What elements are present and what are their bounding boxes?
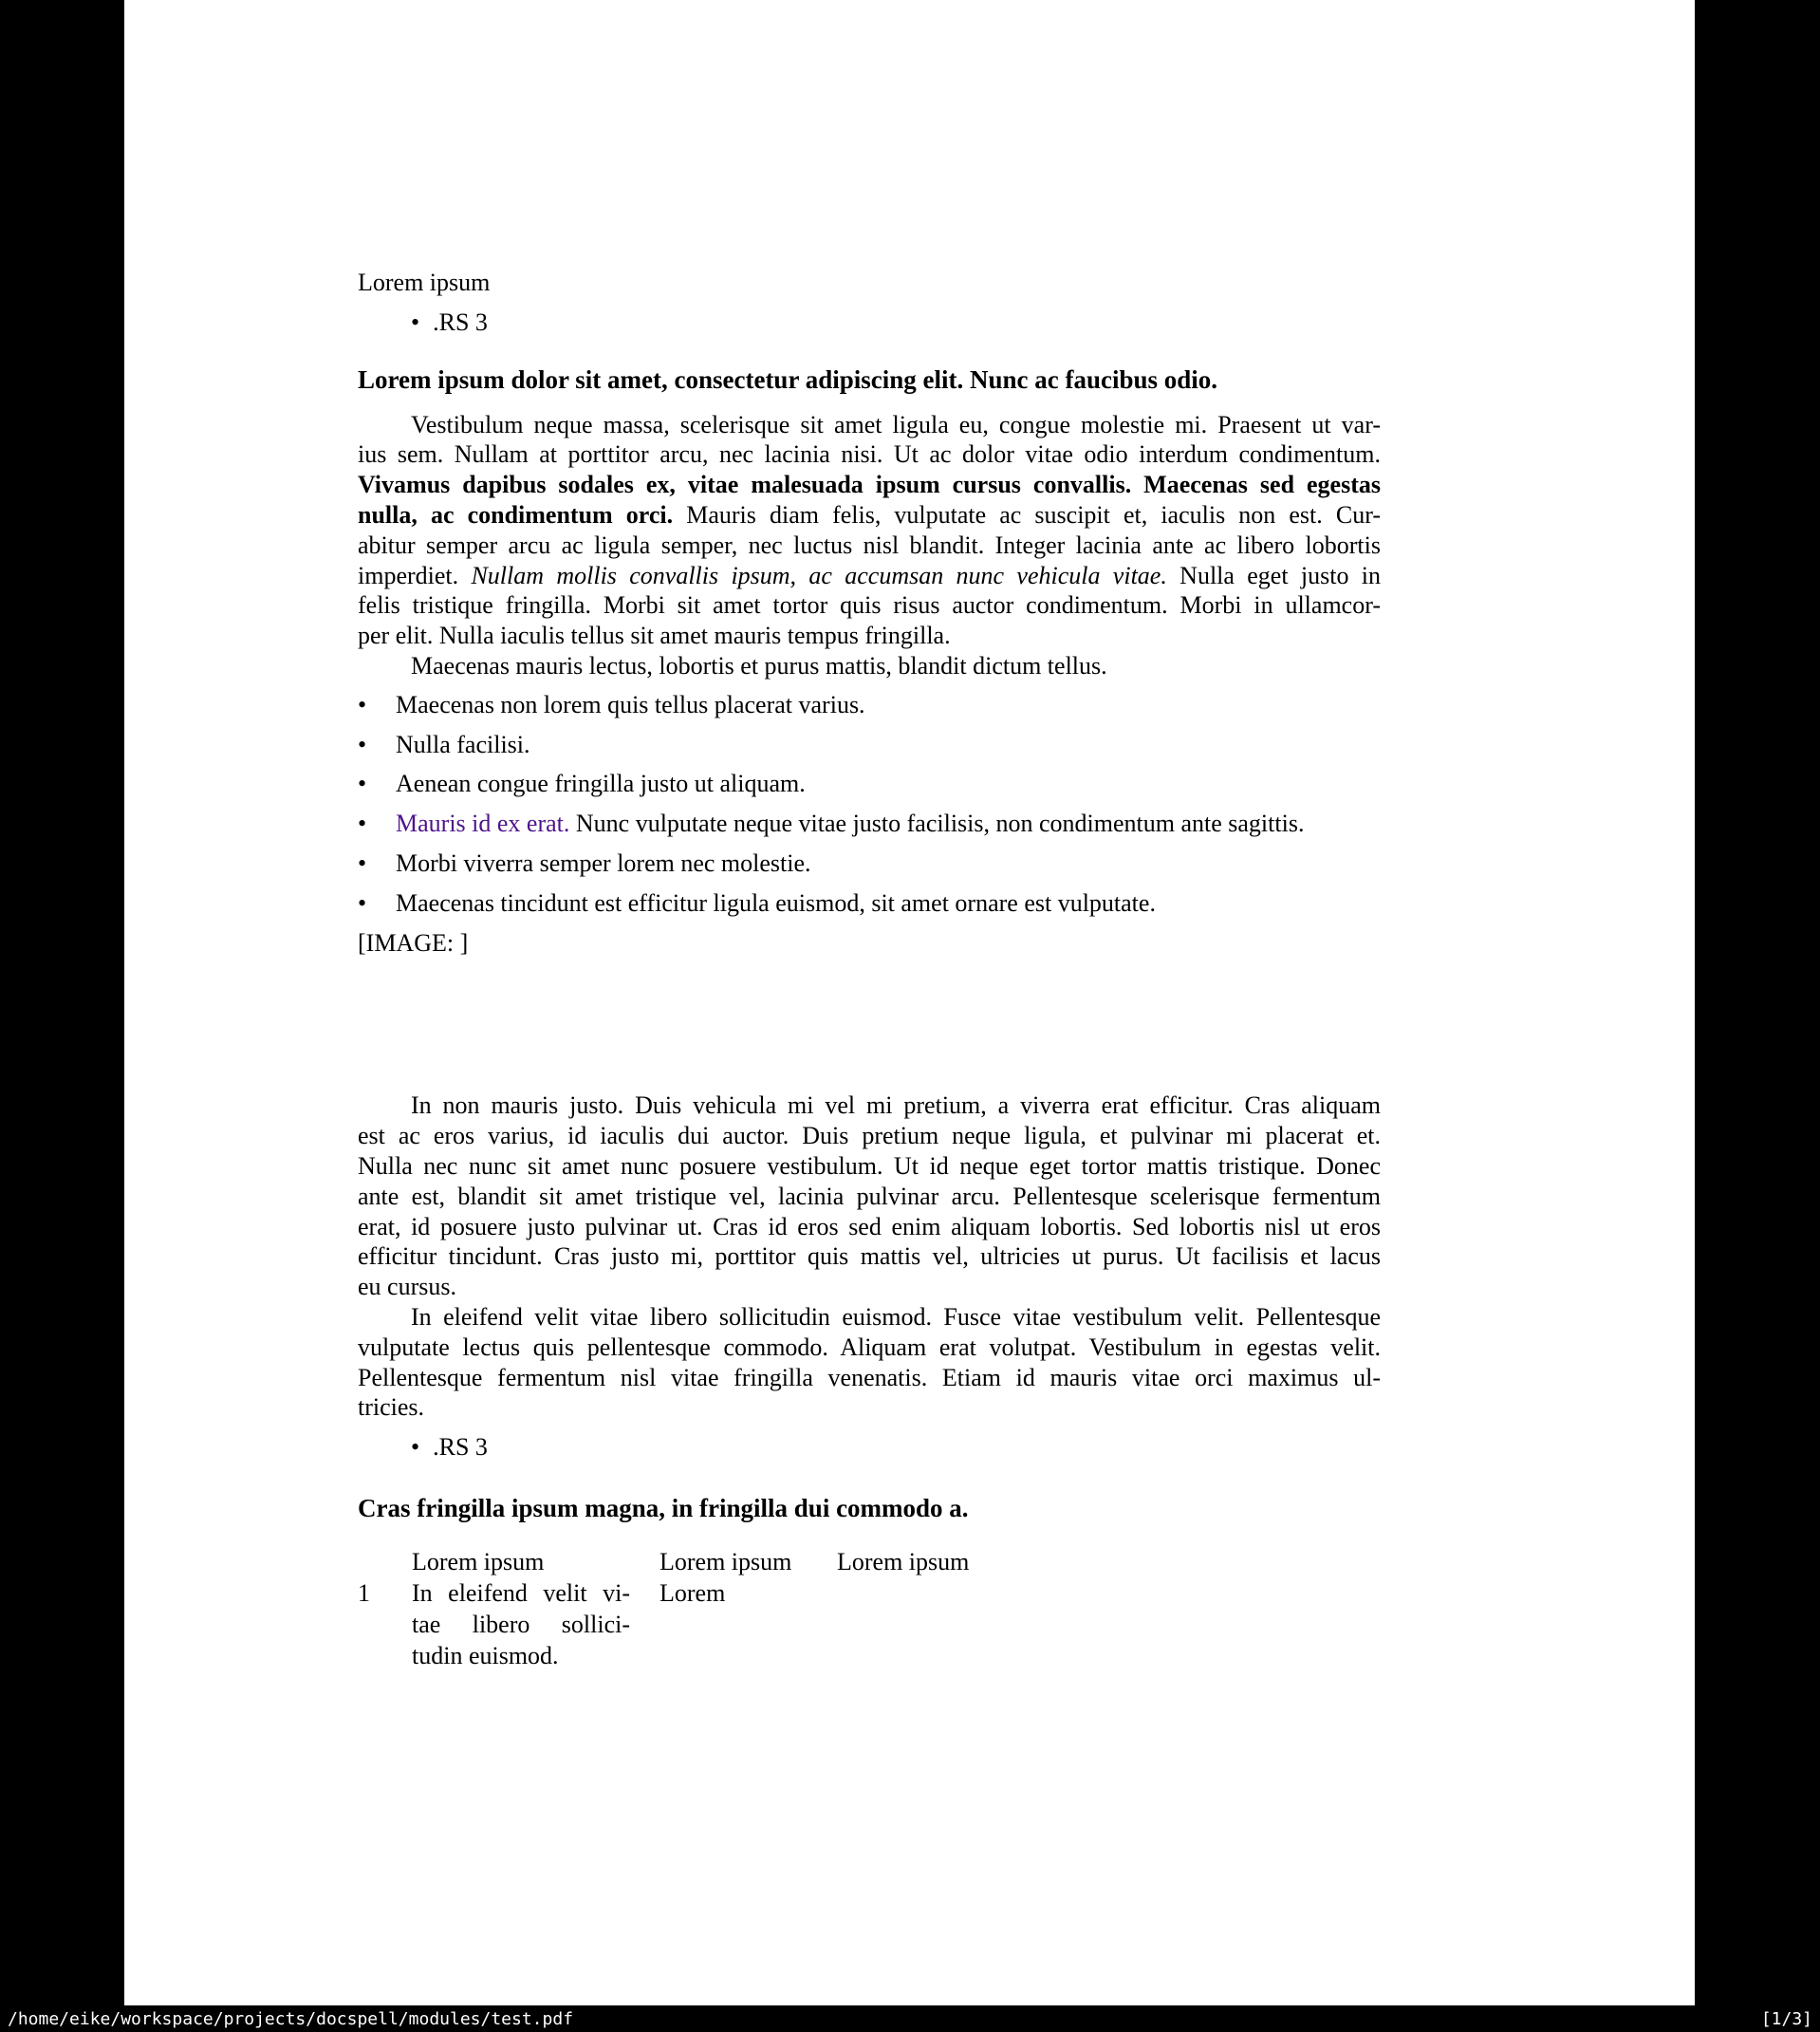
text-line (358, 651, 1381, 681)
rs-bullet-line-1 (358, 308, 1381, 338)
image-placeholder-line: [IMAGE: ] (358, 928, 469, 957)
text-line (358, 1272, 1381, 1302)
text-line (358, 561, 1381, 591)
table-header-cell-1: Lorem ipsum (412, 1547, 545, 1575)
text-segment: per elit. Nulla iaculis tellus sit amet mauris tempus fringilla. (358, 622, 951, 650)
text-segment: Nulla nec nunc sit amet nunc posuere vestibulum. Ut id neque eget tortor mattis tristique. Donec (358, 1151, 1381, 1180)
list-item (358, 848, 1381, 879)
text-segment: tudin euismod. (412, 1641, 559, 1669)
section-heading-1: Lorem ipsum dolor sit amet, consectetur adipiscing elit. Nunc ac faucibus odio. (358, 364, 1218, 394)
text-segment: Nulla eget justo in (1166, 561, 1381, 589)
intro-label: Lorem ipsum (358, 269, 491, 296)
text-segment: In eleifend velit vitae libero sollicitudin euismod. Fusce vitae vestibulum velit. Pellentesque (411, 1302, 1381, 1331)
text-segment: ante est, blandit sit amet tristique vel, lacinia pulvinar arcu. Pellentesque scelerisque fermentum (358, 1182, 1381, 1210)
bullet-icon: • (411, 308, 420, 336)
text-line (358, 1151, 1381, 1182)
list-item-text (396, 888, 1381, 919)
table-header-cell-3: Lorem ipsum (837, 1547, 970, 1575)
text-segment: tae libero sollici- (412, 1610, 630, 1638)
text-segment: ius sem. Nullam at porttitor arcu, nec lacinia nisi. Ut ac dolor vitae odio interdum condimentum. (358, 440, 1381, 469)
text-segment: Maecenas tincidunt est efficitur ligula euismod, sit amet ornare est vulputate. (396, 888, 1156, 917)
bullet-icon: • (358, 848, 367, 877)
text-segment: eu cursus. (358, 1273, 456, 1301)
text-segment: Pellentesque fermentum nisl vitae fringilla venenatis. Etiam id mauris vitae orci maximus ul- (358, 1363, 1381, 1391)
text-segment: Nunc vulputate neque vitae justo facilisis, non condimentum ante sagittis. (569, 810, 1305, 838)
document-content (358, 268, 1381, 1717)
statusbar-page-indicator: [1/3] (1760, 2008, 1812, 2029)
bullet-icon: • (358, 770, 367, 798)
text-segment: nulla, ac condimentum orci. (358, 500, 674, 529)
bullet-icon: • (358, 810, 367, 838)
text-segment: est ac eros varius, id iaculis dui auctor. Duis pretium neque ligula, et pulvinar mi placerat et. (358, 1122, 1381, 1150)
text-segment: Nullam mollis convallis ipsum, ac accumsan nunc vehicula vitae. (471, 561, 1167, 589)
statusbar (0, 2005, 1820, 2032)
list-item-text (396, 769, 1381, 799)
text-segment: Mauris diam felis, vulputate ac suscipit et, iaculis non est. Cur- (673, 500, 1381, 529)
table-header-cell-2: Lorem ipsum (659, 1547, 792, 1575)
maecenas-paragraph (358, 651, 1381, 681)
text-line (412, 1640, 630, 1671)
text-line (358, 621, 1381, 651)
text-line (358, 439, 1381, 470)
text-line (412, 1577, 630, 1609)
text-segment: Maecenas mauris lectus, lobortis et purus mattis, blandit dictum tellus. (411, 651, 1107, 680)
text-line (358, 1302, 1381, 1333)
rs-bullet-label: .RS 3 (433, 1433, 488, 1462)
bullet-icon: • (358, 888, 367, 917)
rs-bullet-line-2 (358, 1432, 1381, 1463)
text-segment: felis tristique fringilla. Morbi sit amet tortor quis risus auctor condimentum. Morbi in ullamcor- (358, 591, 1381, 620)
list-item (358, 769, 1381, 799)
text-line (358, 590, 1381, 621)
text-line (358, 1333, 1381, 1363)
bullet-icon: • (358, 730, 367, 758)
text-line (412, 1609, 630, 1640)
list-item (358, 888, 1381, 919)
text-segment: efficitur tincidunt. Cras justo mi, porttitor quis mattis vel, ultricies ut purus. Ut facilisis et lacus (358, 1242, 1381, 1271)
table-cell-col3: Lorem (659, 1578, 726, 1607)
statusbar-file-path: /home/eike/workspace/projects/docspell/modules/test.pdf (8, 2008, 574, 2029)
text-segment: tricies. (358, 1393, 425, 1422)
bullet-icon: • (358, 690, 367, 718)
paragraph-2 (358, 1091, 1381, 1302)
text-segment: Nulla facilisi. (396, 730, 530, 758)
text-line (358, 1091, 1381, 1121)
list-item-text (396, 848, 1381, 879)
list-item-text (396, 730, 1381, 760)
list-item-text (396, 690, 1381, 720)
bullet-icon: • (411, 1433, 420, 1462)
text-segment: Morbi viverra semper lorem nec molestie. (396, 848, 811, 877)
text-segment: Maecenas non lorem quis tellus placerat varius. (396, 690, 865, 718)
paragraph-1 (358, 410, 1381, 651)
list-item (358, 809, 1381, 839)
link-mauris-id-ex-erat[interactable]: Mauris id ex erat. (396, 810, 570, 838)
text-line (358, 1121, 1381, 1151)
paragraph-3 (358, 1302, 1381, 1423)
rs-bullet-label: .RS 3 (433, 308, 488, 336)
text-segment: Vivamus dapibus sodales ex, vitae malesuada ipsum cursus convallis. Maecenas sed egestas (358, 471, 1381, 499)
text-segment: Aenean congue fringilla justo ut aliquam. (396, 770, 806, 798)
text-segment: abitur semper arcu ac ligula semper, nec luctus nisl blandit. Integer lacinia ante ac libero lobortis (358, 531, 1381, 559)
pdf-page (124, 0, 1695, 2005)
text-segment: In eleifend velit vi- (412, 1578, 630, 1607)
table-cell-col2 (412, 1577, 630, 1671)
text-line (358, 1241, 1381, 1272)
list-item (358, 730, 1381, 760)
text-line (358, 410, 1381, 440)
section-heading-2: Cras fringilla ipsum magna, in fringilla dui commodo a. (358, 1493, 969, 1522)
text-line (358, 531, 1381, 561)
list-item-text (396, 809, 1381, 839)
text-segment: imperdiet. (358, 561, 472, 589)
text-line (358, 1182, 1381, 1212)
text-line (358, 1363, 1381, 1393)
text-line (358, 500, 1381, 531)
text-segment: In non mauris justo. Duis vehicula mi vel mi pretium, a viverra erat efficitur. Cras aliquam (411, 1091, 1381, 1120)
image-gap (358, 958, 1381, 1091)
text-line (358, 1212, 1381, 1242)
text-segment: vulputate lectus quis pellentesque commodo. Aliquam erat volutpat. Vestibulum in egestas velit. (358, 1333, 1381, 1361)
text-line (358, 1392, 1381, 1423)
table-row-number: 1 (358, 1578, 370, 1607)
text-line (358, 470, 1381, 500)
list-item (358, 690, 1381, 720)
text-segment: erat, id posuere justo pulvinar ut. Cras id eros sed enim aliquam lobortis. Sed lobortis nisl ut eros (358, 1212, 1381, 1240)
lorem-table (358, 1546, 1381, 1717)
text-segment: Vestibulum neque massa, scelerisque sit amet ligula eu, congue molestie mi. Praesent ut var- (411, 410, 1381, 438)
bullet-list (358, 690, 1381, 919)
